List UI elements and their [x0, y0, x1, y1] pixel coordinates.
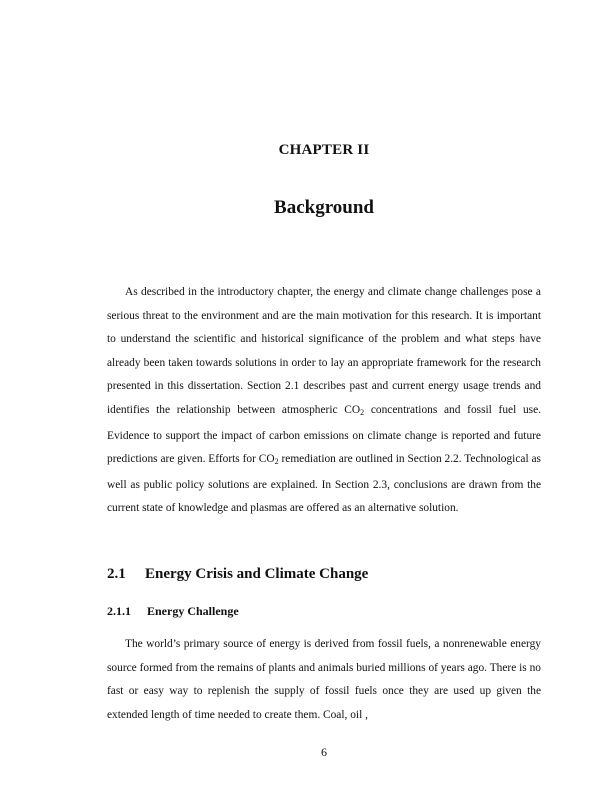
body-paragraph	[107, 633, 541, 727]
section-title: Energy Crisis and Climate Change	[145, 566, 369, 582]
chapter-label: CHAPTER II	[278, 142, 370, 158]
body-text: The world’s primary source of energy is derived from fossil fuels, a nonrenewable energy source formed from the remains of plants and animals buried millions of years ago. There is no fast or easy way to replenish the supply of fossil fuels once they are used up given the extended length of time needed to create them. Coal, oil ,	[107, 638, 541, 721]
subsection-number: 2.1.1	[107, 604, 131, 618]
section-number: 2.1	[107, 566, 126, 582]
page-number: 6	[321, 745, 327, 759]
chapter-title: Background	[274, 197, 374, 218]
intro-text-1: As described in the introductory chapter, the energy and climate change challenges pose a serious threat to the environment and are the main motivation for this research. It is important to understand the scientific and historical significance of the problem and what steps have already been taken towards solutions in order to lay an appropriate framework for the research presented in this dissertation. Section 2.1 describes past and current energy usage trends and identifies the relationship between atmospheric CO	[107, 286, 541, 416]
intro-text-3: remediation are outlined in Section 2.2. Technological as well as public policy solutions are explained. In Section 2.3, conclusions are drawn from the current state of knowledge and plasmas are offered as an alternative solution.	[107, 453, 541, 515]
subsection-title: Energy Challenge	[147, 604, 239, 618]
subsection-heading	[107, 604, 239, 619]
intro-text-2: concentrations and fossil fuel use. Evidence to support the impact of carbon emissions on climate change is reported and future predictions are given. Efforts for CO	[107, 403, 542, 466]
co2-subscript: 2	[360, 407, 365, 417]
section-heading	[107, 566, 368, 583]
intro-paragraph	[107, 281, 541, 521]
co2-subscript: 2	[274, 457, 279, 467]
